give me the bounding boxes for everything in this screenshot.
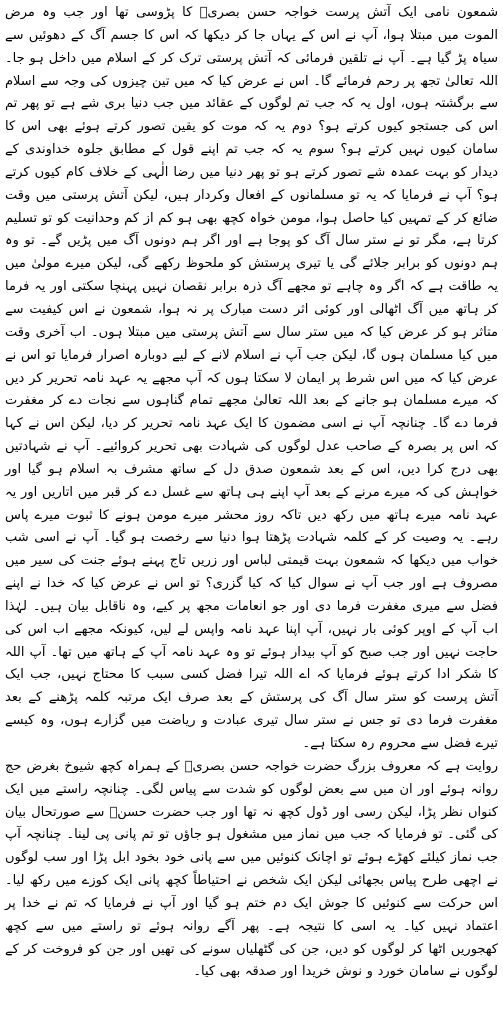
story-paragraph-well: روایت ہے کہ معروف بزرگ حضرت خواجہ حسن بصریؒ کے ہمراہ کچھ شیوخ بغرض حج روانہ ہوئے اور ان میں سے بعض لوگوں کو شدت سے پیاس لگی۔ چنانچہ راستے میں ایک کنواں نظر پڑا، لیکن رسی اور ڈول کچھ نہ تھا اور جب حضرت حسنؒ سے صورتحال بیان کی گئی۔ تو فرمایا کہ جب میں نماز میں مشغول ہو جاؤں تو تم پانی پی لینا۔ چنانچہ آپ جب نماز کیلئے کھڑے ہوئے تو اچانک کنوئیں میں سے پانی خود بخود ابل پڑا اور سب لوگوں نے اچھی طرح پیاس بجھائی لیکن ایک شخص نے احتیاطاً کچھ پانی ایک کوزے میں رکھ لیا۔ اس حرکت سے کنوئیں کا جوش ایک دم ختم ہو گیا اور آپ نے فرمایا کہ تم نے خدا پر اعتماد نہیں کیا۔ یہ اسی کا نتیجہ ہے۔ پھر آگے روانہ ہوئے تو راستے میں سے کچھ کھجوریں اٹھا کر لوگوں کو دیں، جن کی گٹھلیاں سونے کی تھیں اور جن کو فروخت کر کے لوگوں نے سامان خورد و نوش خریدا اور صدقہ بھی کیا۔ [5,758,498,980]
story-paragraph-shamoon: شمعون نامی ایک آتش پرست خواجہ حسن بصریؒ کا پڑوسی تھا اور جب وہ مرض الموت میں مبتلا ہوا، آپ نے اس کے یہاں جا کر دیکھا کہ اس کا جسم آگ کے دھوئیں سے سیاہ پڑ گیا ہے۔ آپ نے تلقین فرمائی کہ آتش پرستی ترک کر کے اسلام میں داخل ہو جا۔ اللہ تعالیٰ تجھ پر رحم فرمائے گا۔ اس نے عرض کیا کہ میں تین چیزوں کی وجہ سے اسلام سے برگشتہ ہوں، اول یہ کہ جب تم لوگوں کے عقائد میں جب دنیا بری شے ہے تو پھر تم اس کی جستجو کیوں کرتے ہو؟ دوم یہ کہ موت کو یقین تصور کرتے ہوئے بھی اس کا سامان کیوں نہیں کرتے ہو؟ سوم یہ کہ جب تم اپنے قول کے مطابق جلوہ خداوندی کے دیدار کو بہت عمدہ شے تصور کرتے ہو تو پھر دنیا میں رضا الٰہی کے خلاف کام کیوں کرتے ہو؟ آپ نے فرمایا کہ یہ تو مسلمانوں کے افعال وکردار ہیں، لیکن آتش پرستی میں وقت ضائع کر کے تمہیں کیا حاصل ہوا، مومن خواہ کچھ بھی ہو کم از کم وحدانیت کو تو تسلیم کرتا ہے، مگر تو نے ستر سال آگ کو پوجا ہے اور اگر ہم دونوں آگ میں پڑیں گے۔ تو وہ ہم دونوں کو برابر جلائے گی یا تیری پرستش کو ملحوظ رکھے گی، لیکن میرے مولیٰ میں یہ طاقت ہے کہ اگر وہ چاہے تو مجھے آگ ذرہ برابر نقصان نہیں پہنچا سکتی اور یہ فرما کر ہاتھ میں آگ اٹھالی اور کوئی اثر دست مبارک پر نہ ہوا، شمعون نے اس کیفیت سے متاثر ہو کر عرض کیا کہ میں ستر سال سے آتش پرستی میں مبتلا ہوں۔ اب آخری وقت میں کیا مسلمان ہوں گا، لیکن جب آپ نے اسلام لانے کے لیے دوبارہ اصرار فرمایا تو اس نے عرض کیا کہ میں اس شرط پر ایمان لا سکتا ہوں کہ آپ مجھے یہ عہد نامہ تحریر کر دیں کہ میرے مسلمان ہو جانے کے بعد اللہ تعالیٰ مجھے تمام گناہوں سے نجات دے کر مغفرت فرما دے گا۔ چنانچہ آپ نے اسی مضمون کا ایک عہد نامہ تحریر کر دیا، لیکن اس نے کہا کہ اس پر بصرہ کے صاحب عدل لوگوں کی شہادت بھی تحریر کروائیے۔ آپ نے شہادتیں بھی درج کرا دیں، اس کے بعد شمعون صدق دل کے ساتھ مشرف بہ اسلام ہو گیا اور خواہش کی کہ میرے مرنے کے بعد آپ اپنے ہی ہاتھ سے غسل دے کر قبر میں اتاریں اور یہ عہد نامہ میرے ہاتھ میں رکھ دیں تاکہ روز محشر میرے مومن ہونے کا ثبوت میرے پاس رہے۔ یہ وصیت کر کے کلمہ شہادت پڑھتا ہوا دنیا سے رخصت ہو گیا۔ آپ نے اسی شب خواب میں دیکھا کہ شمعون بہت قیمتی لباس اور زریں تاج پہنے ہوئے جنت کی سیر میں مصروف ہے اور جب آپ نے سوال کیا کہ کیا گزری؟ تو اس نے عرض کیا کہ خدا نے اپنے فضل سے میری مغفرت فرما دی اور جو انعامات مجھ پر کیے، وہ ناقابل بیان ہیں۔ لہٰذا اب آپ کے اوپر کوئی بار نہیں، آپ اپنا عہد نامہ واپس لے لیں، کیونکہ مجھے اب اس کی حاجت نہیں اور جب صبح کو آپ بیدار ہوئے تو وہ عہد نامہ آپ کے ہاتھ میں تھا۔ آپ اللہ کا شکر ادا کرتے ہوئے فرمایا کہ اے اللہ تیرا فضل کسی سبب کا محتاج نہیں، جب ایک آتش پرست کو ستر سال آگ کی پرستش کے بعد صرف ایک مرتبہ کلمہ پڑھنے کے بعد مغفرت فرما دی تو جس نے ستر سال تیری عبادت و ریاضت میں گزارے ہوں، وہ کیسے تیرے فضل سے محروم رہ سکتا ہے۔ [5,5,498,751]
